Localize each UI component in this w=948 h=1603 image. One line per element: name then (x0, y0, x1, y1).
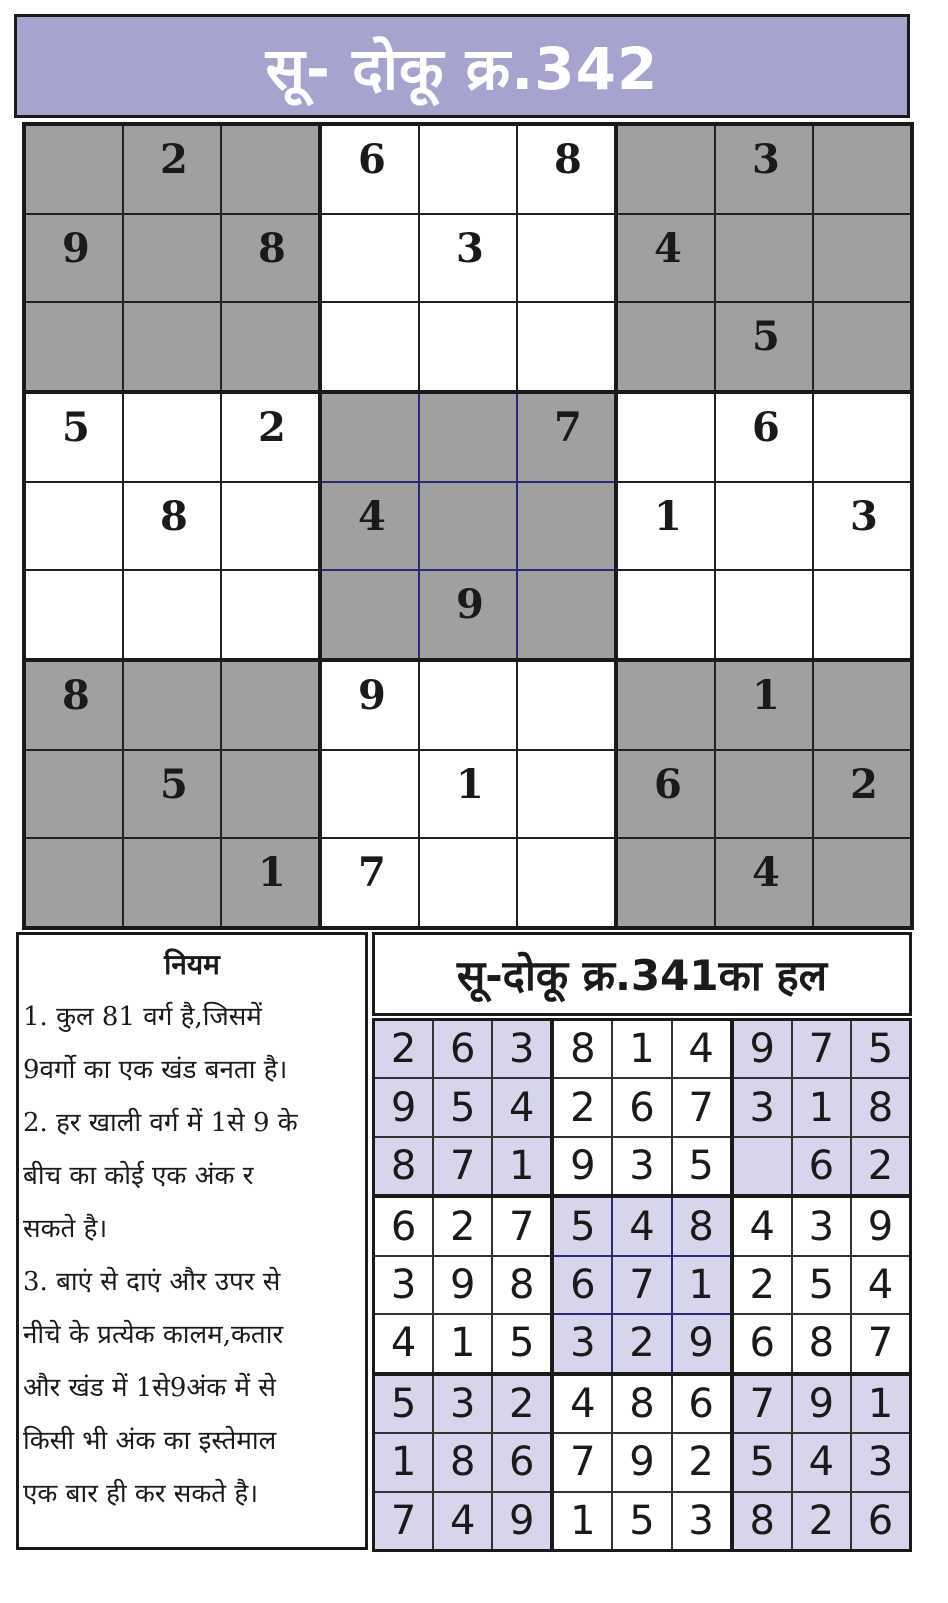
solution-box (734, 1021, 909, 1194)
solution-cell: 6 (852, 1493, 909, 1549)
solution-cell: 2 (613, 1315, 670, 1371)
puzzle-cell[interactable] (814, 303, 910, 390)
solution-cell: 9 (493, 1493, 550, 1549)
puzzle-cell[interactable] (124, 571, 220, 658)
solution-cell: 3 (852, 1434, 909, 1490)
puzzle-cell[interactable] (420, 394, 516, 481)
solution-cell: 3 (434, 1376, 491, 1432)
solution-cell: 8 (434, 1434, 491, 1490)
solution-cell: 1 (793, 1079, 850, 1135)
solution-cell: 9 (613, 1434, 670, 1490)
rules-panel (16, 932, 368, 1550)
solution-box (375, 1376, 550, 1549)
puzzle-cell[interactable] (124, 215, 220, 302)
puzzle-cell[interactable] (814, 571, 910, 658)
solution-cell: 3 (554, 1315, 611, 1371)
solution-cell: 3 (493, 1021, 550, 1077)
solution-cell: 2 (434, 1198, 491, 1254)
puzzle-cell: 6 (322, 126, 418, 213)
puzzle-cell: 4 (716, 839, 812, 926)
puzzle-cell: 9 (26, 215, 122, 302)
solution-cell: 7 (734, 1376, 791, 1432)
puzzle-cell: 5 (26, 394, 122, 481)
solution-cell: 8 (734, 1493, 791, 1549)
puzzle-cell: 3 (716, 126, 812, 213)
solution-cell: 5 (852, 1021, 909, 1077)
solution-box (375, 1021, 550, 1194)
sudoku-puzzle-grid (22, 122, 914, 930)
puzzle-cell: 8 (518, 126, 614, 213)
puzzle-cell[interactable] (26, 303, 122, 390)
solution-cell: 2 (793, 1493, 850, 1549)
solution-cell: 1 (434, 1315, 491, 1371)
puzzle-cell[interactable] (26, 751, 122, 838)
puzzle-cell: 8 (26, 662, 122, 749)
puzzle-cell: 9 (420, 571, 516, 658)
puzzle-cell: 2 (814, 751, 910, 838)
solution-cell: 5 (793, 1257, 850, 1313)
solution-cell: 7 (613, 1257, 670, 1313)
puzzle-cell[interactable] (322, 571, 418, 658)
solution-cell: 7 (493, 1198, 550, 1254)
solution-cell (734, 1138, 791, 1194)
rule-line: सकते है। (23, 1214, 108, 1244)
solution-cell: 2 (493, 1376, 550, 1432)
puzzle-cell[interactable] (124, 394, 220, 481)
puzzle-cell[interactable] (322, 303, 418, 390)
puzzle-cell[interactable] (518, 215, 614, 302)
solution-cell: 3 (734, 1079, 791, 1135)
puzzle-cell: 4 (618, 215, 714, 302)
solution-cell: 6 (493, 1434, 550, 1490)
solution-cell: 8 (613, 1376, 670, 1432)
solution-box (554, 1021, 729, 1194)
solution-cell: 6 (613, 1079, 670, 1135)
solution-box (554, 1376, 729, 1549)
puzzle-cell[interactable] (26, 839, 122, 926)
solution-cell: 9 (434, 1257, 491, 1313)
solution-cell: 4 (554, 1376, 611, 1432)
solution-cell: 5 (613, 1493, 670, 1549)
puzzle-cell[interactable] (716, 483, 812, 570)
rule-line: एक बार ही कर सकते है। (23, 1479, 259, 1509)
solution-cell: 6 (793, 1138, 850, 1194)
puzzle-cell: 4 (322, 483, 418, 570)
solution-cell: 2 (554, 1079, 611, 1135)
puzzle-cell[interactable] (420, 483, 516, 570)
solution-cell: 2 (375, 1021, 432, 1077)
rule-line: 2. हर खाली वर्ग में 1से 9 के (23, 1108, 298, 1138)
rule-line: 1. कुल 81 वर्ग है,जिसमें (23, 1002, 262, 1032)
solution-cell: 4 (613, 1198, 670, 1254)
solution-cell: 7 (554, 1434, 611, 1490)
solution-cell: 7 (673, 1079, 730, 1135)
solution-cell: 8 (493, 1257, 550, 1313)
puzzle-cell: 5 (716, 303, 812, 390)
puzzle-cell: 2 (124, 126, 220, 213)
solution-box (734, 1376, 909, 1549)
rule-line: बीच का कोई एक अंक र (23, 1161, 254, 1191)
solution-cell: 3 (673, 1493, 730, 1549)
solution-cell: 7 (852, 1315, 909, 1371)
solution-cell: 6 (734, 1315, 791, 1371)
solution-cell: 5 (493, 1315, 550, 1371)
puzzle-cell: 6 (618, 751, 714, 838)
solution-box (734, 1198, 909, 1371)
solution-cell: 5 (434, 1079, 491, 1135)
solution-cell: 1 (493, 1138, 550, 1194)
solution-cell: 8 (554, 1021, 611, 1077)
solution-cell: 7 (375, 1493, 432, 1549)
solution-cell: 9 (734, 1021, 791, 1077)
solution-cell: 4 (434, 1493, 491, 1549)
solution-cell: 9 (375, 1079, 432, 1135)
puzzle-box (322, 394, 614, 658)
puzzle-cell[interactable] (222, 751, 318, 838)
puzzle-cell: 2 (222, 394, 318, 481)
puzzle-cell[interactable] (814, 126, 910, 213)
puzzle-cell[interactable] (26, 483, 122, 570)
solution-title: सू-दोकू क्र.341का हल (456, 950, 828, 1000)
solution-header (372, 932, 912, 1016)
puzzle-cell[interactable] (420, 303, 516, 390)
rule-line: नीचे के प्रत्येक कालम,कतार (23, 1320, 284, 1350)
puzzle-cell[interactable] (222, 303, 318, 390)
puzzle-cell[interactable] (814, 662, 910, 749)
solution-cell: 9 (554, 1138, 611, 1194)
puzzle-box (618, 126, 910, 390)
solution-cell: 1 (852, 1376, 909, 1432)
puzzle-cell[interactable] (518, 751, 614, 838)
puzzle-cell[interactable] (322, 394, 418, 481)
rule-line: किसी भी अंक का इस्तेमाल (23, 1426, 277, 1456)
puzzle-cell[interactable] (518, 483, 614, 570)
solution-cell: 1 (613, 1021, 670, 1077)
solution-cell: 4 (375, 1315, 432, 1371)
puzzle-cell[interactable] (26, 571, 122, 658)
puzzle-box (618, 662, 910, 926)
solution-cell: 7 (434, 1138, 491, 1194)
puzzle-cell[interactable] (618, 394, 714, 481)
puzzle-cell: 9 (322, 662, 418, 749)
solution-cell: 8 (852, 1079, 909, 1135)
puzzle-cell[interactable] (518, 571, 614, 658)
puzzle-cell[interactable] (618, 571, 714, 658)
puzzle-cell: 1 (618, 483, 714, 570)
puzzle-cell[interactable] (124, 662, 220, 749)
solution-cell: 8 (375, 1138, 432, 1194)
puzzle-cell[interactable] (222, 662, 318, 749)
rule-line: 9वर्गो का एक खंड बनता है। (23, 1055, 288, 1085)
puzzle-cell[interactable] (814, 394, 910, 481)
solution-cell: 3 (793, 1198, 850, 1254)
puzzle-title: सू- दोकू क्र.342 (265, 34, 659, 103)
puzzle-cell: 1 (716, 662, 812, 749)
puzzle-cell[interactable] (222, 571, 318, 658)
puzzle-cell[interactable] (222, 483, 318, 570)
solution-cell: 4 (793, 1434, 850, 1490)
puzzle-cell[interactable] (420, 839, 516, 926)
solution-cell: 5 (673, 1138, 730, 1194)
puzzle-cell: 1 (222, 839, 318, 926)
puzzle-cell[interactable] (618, 303, 714, 390)
puzzle-cell: 7 (518, 394, 614, 481)
solution-cell: 6 (673, 1376, 730, 1432)
puzzle-box (26, 126, 318, 390)
puzzle-box (618, 394, 910, 658)
puzzle-cell[interactable] (222, 126, 318, 213)
solution-cell: 4 (673, 1021, 730, 1077)
puzzle-cell[interactable] (124, 303, 220, 390)
solution-cell: 1 (554, 1493, 611, 1549)
solution-cell: 9 (793, 1376, 850, 1432)
solution-cell: 6 (434, 1021, 491, 1077)
puzzle-cell[interactable] (420, 662, 516, 749)
solution-box (375, 1198, 550, 1371)
puzzle-cell[interactable] (716, 215, 812, 302)
puzzle-cell[interactable] (124, 839, 220, 926)
puzzle-box (322, 662, 614, 926)
solution-cell: 8 (673, 1198, 730, 1254)
solution-cell: 1 (673, 1257, 730, 1313)
solution-cell: 3 (613, 1138, 670, 1194)
puzzle-cell: 8 (222, 215, 318, 302)
puzzle-cell[interactable] (618, 662, 714, 749)
solution-cell: 3 (375, 1257, 432, 1313)
puzzle-cell: 1 (420, 751, 516, 838)
puzzle-cell: 7 (322, 839, 418, 926)
puzzle-cell[interactable] (618, 126, 714, 213)
rule-line: और खंड में 1से9अंक में से (23, 1373, 276, 1403)
solution-cell: 2 (734, 1257, 791, 1313)
solution-cell: 4 (852, 1257, 909, 1313)
puzzle-cell: 6 (716, 394, 812, 481)
solution-box (554, 1198, 729, 1371)
solution-cell: 6 (375, 1198, 432, 1254)
puzzle-cell[interactable] (618, 839, 714, 926)
solution-cell: 2 (673, 1434, 730, 1490)
puzzle-cell[interactable] (322, 215, 418, 302)
puzzle-cell[interactable] (420, 126, 516, 213)
puzzle-cell[interactable] (518, 839, 614, 926)
puzzle-cell: 8 (124, 483, 220, 570)
puzzle-cell[interactable] (322, 751, 418, 838)
puzzle-box (322, 126, 614, 390)
solution-cell: 4 (493, 1079, 550, 1135)
solution-cell: 4 (734, 1198, 791, 1254)
solution-cell: 7 (793, 1021, 850, 1077)
puzzle-cell[interactable] (26, 126, 122, 213)
title-banner (14, 14, 910, 118)
puzzle-cell[interactable] (814, 215, 910, 302)
solution-cell: 9 (852, 1198, 909, 1254)
solution-cell: 5 (554, 1198, 611, 1254)
puzzle-cell: 3 (420, 215, 516, 302)
puzzle-cell[interactable] (716, 751, 812, 838)
puzzle-cell[interactable] (814, 839, 910, 926)
rule-line: 3. बाएं से दाएं और उपर से (23, 1267, 281, 1297)
puzzle-box (26, 662, 318, 926)
puzzle-cell[interactable] (716, 571, 812, 658)
solution-cell: 9 (673, 1315, 730, 1371)
puzzle-cell: 5 (124, 751, 220, 838)
solution-grid (372, 1018, 912, 1552)
puzzle-box (26, 394, 318, 658)
puzzle-cell[interactable] (518, 303, 614, 390)
rules-title: नियम (164, 948, 220, 981)
solution-cell: 5 (375, 1376, 432, 1432)
solution-cell: 2 (852, 1138, 909, 1194)
solution-cell: 1 (375, 1434, 432, 1490)
puzzle-cell[interactable] (518, 662, 614, 749)
solution-cell: 8 (793, 1315, 850, 1371)
solution-cell: 5 (734, 1434, 791, 1490)
solution-cell: 6 (554, 1257, 611, 1313)
puzzle-cell: 3 (814, 483, 910, 570)
